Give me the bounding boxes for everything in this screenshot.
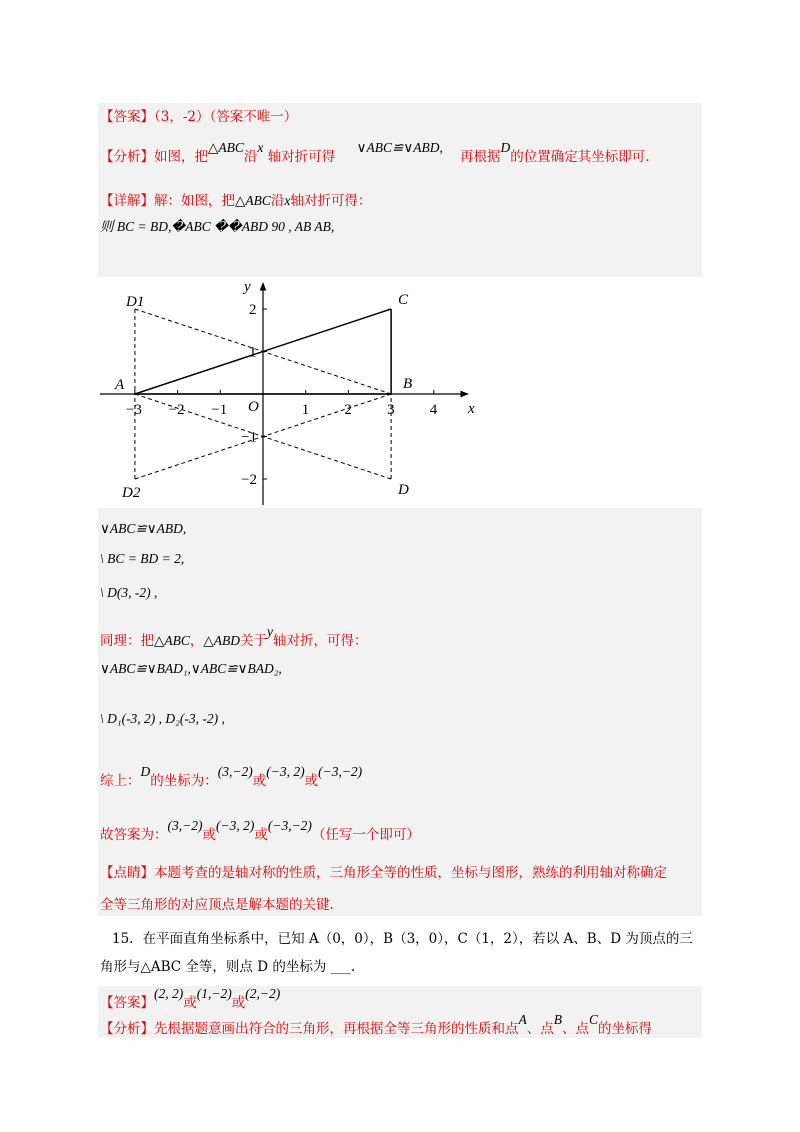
y-tick-label: 2 — [249, 302, 257, 318]
x-tick-label: −2 — [168, 402, 185, 418]
final-or-2: 或 — [254, 827, 268, 843]
congruence-text-2: ∨ABC≌∨BAD₁,∨ABC≌∨BAD₂, — [100, 661, 282, 676]
d-coord-text: \ D(3, -2) , — [100, 585, 158, 600]
bc-bd-line — [100, 550, 184, 568]
d-coord-line — [100, 584, 157, 602]
same-reason-line — [100, 624, 368, 650]
point-label-d: D — [398, 482, 409, 498]
comment-line-2 — [100, 896, 334, 914]
summary-text: 的坐标为： — [150, 773, 218, 789]
same-sep: ， — [189, 633, 204, 649]
congruence-text: ∨ABC≌∨ABD, — [100, 521, 187, 536]
same-text: 关于 — [240, 633, 268, 649]
detail-line-2 — [100, 218, 334, 236]
analysis-congr: ∨ABC≌∨ABD, — [356, 140, 443, 155]
summary-coord-3: (−3,−2) — [318, 764, 363, 779]
comment-tag: 【点睛】 — [100, 865, 154, 881]
axis-y-label: y — [244, 279, 251, 295]
same-tri2: △ABD — [203, 633, 241, 648]
q15-answer-tag: 【答案】 — [100, 995, 154, 1011]
question-15-line-1 — [112, 930, 693, 948]
detail-line-1 — [100, 192, 371, 210]
analysis-tag: 【分析】 — [100, 149, 154, 165]
q15-answer-line — [100, 986, 281, 1012]
final-coord-1: (3,−2) — [167, 818, 203, 833]
x-tick-label: 3 — [387, 402, 395, 418]
coordinate-plane-svg — [98, 277, 484, 508]
point-label-b: B — [403, 376, 413, 392]
detail-tag: 【详解】 — [100, 193, 154, 209]
detail-equalities: 则 BC = BD,�ABC ��ABD 90 , AB AB, — [100, 219, 335, 234]
q15-coord-1: (2, 2) — [154, 986, 184, 1001]
congruence-line — [100, 520, 186, 538]
final-answer-line — [100, 818, 420, 844]
summary-tag: 综上： — [100, 773, 141, 789]
q15-analysis-line — [100, 1012, 653, 1038]
final-coord-3: (−3,−2) — [267, 818, 312, 833]
analysis-text-4: 再根据 — [460, 149, 501, 165]
x-tick-label: 2 — [344, 402, 352, 418]
final-note: （任写一个即可） — [311, 827, 420, 843]
comment-line-1 — [100, 864, 667, 882]
analysis-text-1: 如图，把 — [154, 149, 208, 165]
x-tick-label: −3 — [125, 402, 142, 418]
q15-point-c: C — [589, 1012, 599, 1027]
answer-line — [100, 108, 297, 126]
answer-tag: 【答案】 — [100, 109, 154, 125]
q15-sep-2: 、点 — [562, 1021, 589, 1037]
detail-text-3: 轴对折可得： — [290, 193, 372, 209]
comment-text-2: 全等三角形的对应顶点是解本题的关键. — [100, 897, 334, 913]
q15-or-1: 或 — [183, 995, 197, 1011]
q15-sep-1: 、点 — [526, 1021, 554, 1037]
q15-point-b: B — [553, 1012, 562, 1027]
point-label-d2: D2 — [122, 485, 141, 501]
comment-text-1: 本题考查的是轴对称的性质，三角形全等的性质，坐标与图形，熟练的利用轴对称确定 — [154, 865, 667, 881]
q15-analysis-2: 的坐标得 — [598, 1021, 653, 1037]
same-tri1: △ABC — [154, 633, 190, 648]
q15-analysis-1: 先根据题意画出符合的三角形，再根据全等三角形的性质和点 — [154, 1021, 519, 1037]
summary-or-2: 或 — [304, 773, 319, 789]
analysis-text-5: 的位置确定其坐标即可. — [510, 149, 650, 165]
same-y: y — [267, 624, 274, 639]
point-label-c: C — [398, 292, 409, 308]
detail-text-1: 解：如图，把 — [154, 193, 235, 209]
point-label-d1: D1 — [126, 294, 145, 310]
same-tag: 同理：把 — [100, 633, 154, 649]
analysis-x: x — [257, 140, 264, 155]
analysis-d: D — [500, 140, 511, 155]
final-coord-2: (−3, 2) — [215, 818, 255, 833]
coordinate-figure — [98, 277, 484, 508]
summary-or-1: 或 — [252, 773, 267, 789]
question-15-line-2 — [100, 958, 355, 976]
summary-coord-2: (−3, 2) — [266, 764, 305, 779]
question-15-text-1: 15．在平面直角坐标系中，已知 A（0，0），B（3，0），C（1，2），若以 A、B、D 为顶点的三 — [112, 931, 693, 947]
q15-coord-2: (1,−2) — [196, 986, 232, 1001]
y-tick-label: −1 — [241, 429, 257, 446]
d1-d2-line — [100, 710, 225, 728]
origin-label: O — [248, 399, 259, 415]
x-tick-label: −1 — [211, 402, 228, 418]
summary-d: D — [140, 764, 151, 779]
same-text2: 轴对折，可得： — [273, 633, 368, 649]
q15-or-2: 或 — [231, 995, 246, 1011]
final-or-1: 或 — [202, 827, 216, 843]
point-label-a: A — [115, 377, 125, 393]
congruence-line-2 — [100, 660, 282, 678]
analysis-tri: △ABC — [208, 140, 244, 155]
analysis-line — [100, 140, 650, 166]
bc-bd-text: \ BC = BD = 2, — [100, 551, 185, 566]
axis-x-label: x — [468, 401, 475, 417]
analysis-text-2: 沿 — [243, 149, 258, 165]
question-15-text-2: 角形与△ABC 全等，则点 D 的坐标为 ___. — [100, 959, 356, 975]
x-tick-label: 1 — [301, 402, 310, 418]
q15-point-a: A — [518, 1012, 527, 1027]
q15-analysis-tag: 【分析】 — [100, 1021, 154, 1037]
answer-text: （3，-2）（答案不唯一） — [154, 109, 298, 125]
summary-coord-1: (3,−2) — [217, 764, 253, 779]
x-tick-label: 4 — [429, 402, 438, 418]
solution-block-shade-top — [98, 103, 702, 277]
analysis-text-3: 轴对折可得 — [267, 149, 336, 165]
detail-tri: △ABC — [235, 193, 271, 208]
summary-line — [100, 764, 363, 790]
detail-text-2: 沿 — [270, 193, 285, 209]
y-tick-label: 1 — [249, 344, 257, 361]
d1-d2-text: \ D₁(-3, 2) , D₂(-3, -2) , — [100, 711, 225, 726]
q15-coord-3: (2,−2) — [245, 986, 281, 1001]
y-tick-label: −2 — [241, 472, 257, 488]
final-tag: 故答案为： — [100, 827, 168, 843]
detail-x: x — [284, 193, 291, 208]
